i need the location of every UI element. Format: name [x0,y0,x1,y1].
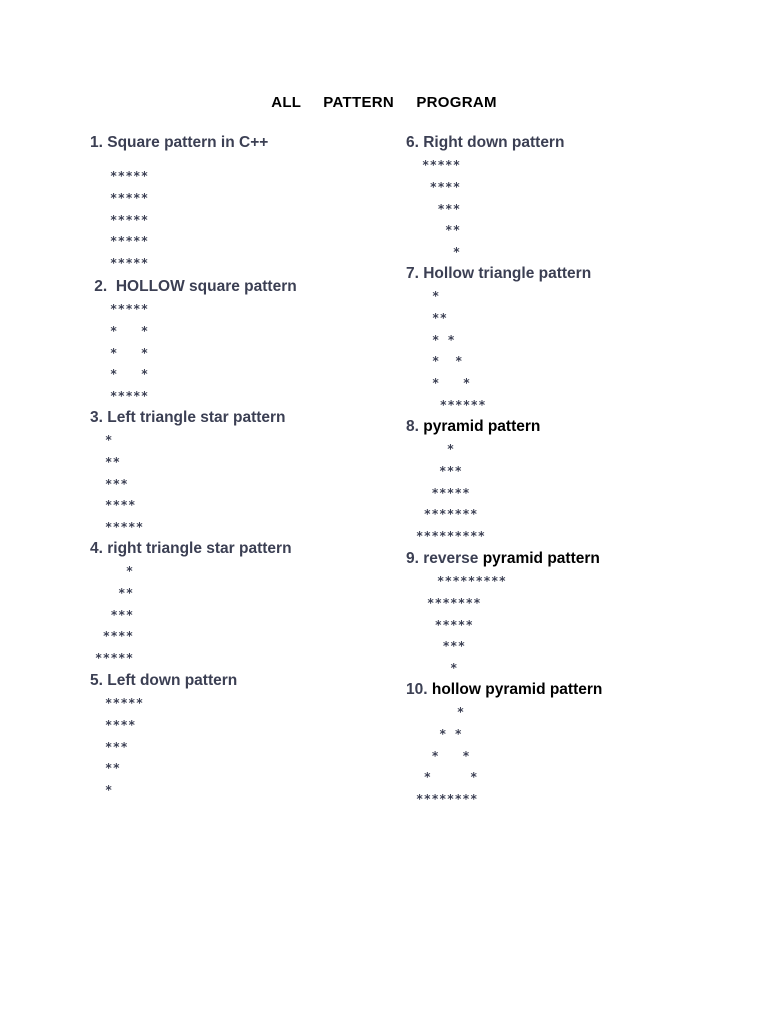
pattern-row: ***** [110,234,149,249]
pattern-row: * * [416,770,478,785]
pattern-row: ****** [432,397,487,412]
pattern-row: * * [110,323,149,338]
pattern-row: ***** [110,212,149,227]
pattern-rows [105,430,286,539]
pattern-row: * * [416,726,463,741]
pattern-row: * [432,289,440,303]
section-left-triangle-pattern [90,409,286,539]
section-left-down-pattern [90,672,237,802]
pattern-row: ******** [416,792,478,807]
pattern-row: ********* [416,529,486,544]
pattern-row: **** [105,717,136,732]
pattern-row: * * [110,367,149,382]
pattern-row: ***** [110,389,149,404]
heading-number: 10. [406,681,432,698]
pattern-row: * [426,705,465,719]
heading-text: pyramid pattern [423,418,541,435]
pattern-row: * * [432,332,456,347]
pattern-row: ** [422,223,461,238]
pattern-row: * * [416,748,471,763]
pattern-row: * [422,245,461,260]
pattern-rows [110,166,268,275]
pattern-row: ******* [427,595,482,610]
pattern-row: *** [427,639,466,654]
pattern-rows [416,702,602,811]
section-heading [406,681,602,699]
pattern-rows [432,286,591,417]
pattern-row: *** [416,463,463,478]
section-heading: 7. Hollow triangle pattern [406,265,592,282]
pattern-rows [105,693,237,802]
pattern-rows [95,561,292,670]
pattern-row: * [105,433,113,447]
pattern-row: ***** [110,256,149,271]
pattern-row: ***** [422,158,461,172]
pattern-row: ***** [95,651,134,666]
pattern-row: ***** [110,169,149,183]
heading-number: 9. reverse [406,550,483,567]
pattern-rows [416,439,540,548]
section-right-down-pattern [406,134,564,264]
pattern-row: *** [422,201,461,216]
pattern-row: ***** [110,302,149,316]
pattern-row: **** [95,629,134,644]
pattern-rows [110,299,297,408]
pattern-row: * * [432,354,463,369]
section-hollow-triangle-pattern [406,265,591,417]
section-heading: 6. Right down pattern [406,134,565,151]
section-heading [406,418,540,436]
pattern-row: *** [105,476,129,491]
pattern-row: * * [432,376,471,391]
section-reverse-pyramid-pattern [406,550,600,680]
pattern-row: ** [95,585,134,600]
page-title: ALL PATTERN PROGRAM [271,94,497,111]
section-right-triangle-pattern [90,540,292,670]
pattern-row: ******* [416,507,478,522]
pattern-row: **** [422,179,461,194]
heading-number: 8. [406,418,424,435]
pattern-row: * [427,661,458,676]
section-heading: 3. Left triangle star pattern [90,409,286,426]
section-square-pattern [90,134,268,275]
section-heading [406,550,600,568]
section-heading: 2. HOLLOW square pattern [90,278,297,295]
pattern-row: ** [105,454,121,469]
pattern-row: * [416,442,455,456]
section-heading: 5. Left down pattern [90,672,238,689]
pattern-row: ***** [416,485,471,500]
pattern-row: ** [432,310,448,325]
pattern-row: *** [95,607,134,622]
heading-text: pyramid pattern [482,550,600,567]
pattern-row: **** [105,498,136,513]
section-heading: 4. right triangle star pattern [90,540,292,557]
section-hollow-square-pattern [90,278,297,408]
pattern-row: *** [105,739,129,754]
section-pyramid-pattern [406,418,540,548]
pattern-row: * * [110,345,149,360]
pattern-rows [422,155,564,264]
section-heading: 1. Square pattern in C++ [90,134,269,151]
pattern-row: ********* [437,574,507,588]
section-hollow-pyramid-pattern [406,681,602,811]
pattern-row: ***** [105,696,144,710]
heading-text: hollow pyramid pattern [431,681,603,698]
pattern-row: ***** [110,190,149,205]
pattern-rows [427,571,600,680]
pattern-row: * [95,564,134,578]
pattern-row: ***** [427,617,474,632]
pattern-row: ***** [105,520,144,535]
pattern-row: * [105,783,113,798]
pattern-row: ** [105,761,121,776]
